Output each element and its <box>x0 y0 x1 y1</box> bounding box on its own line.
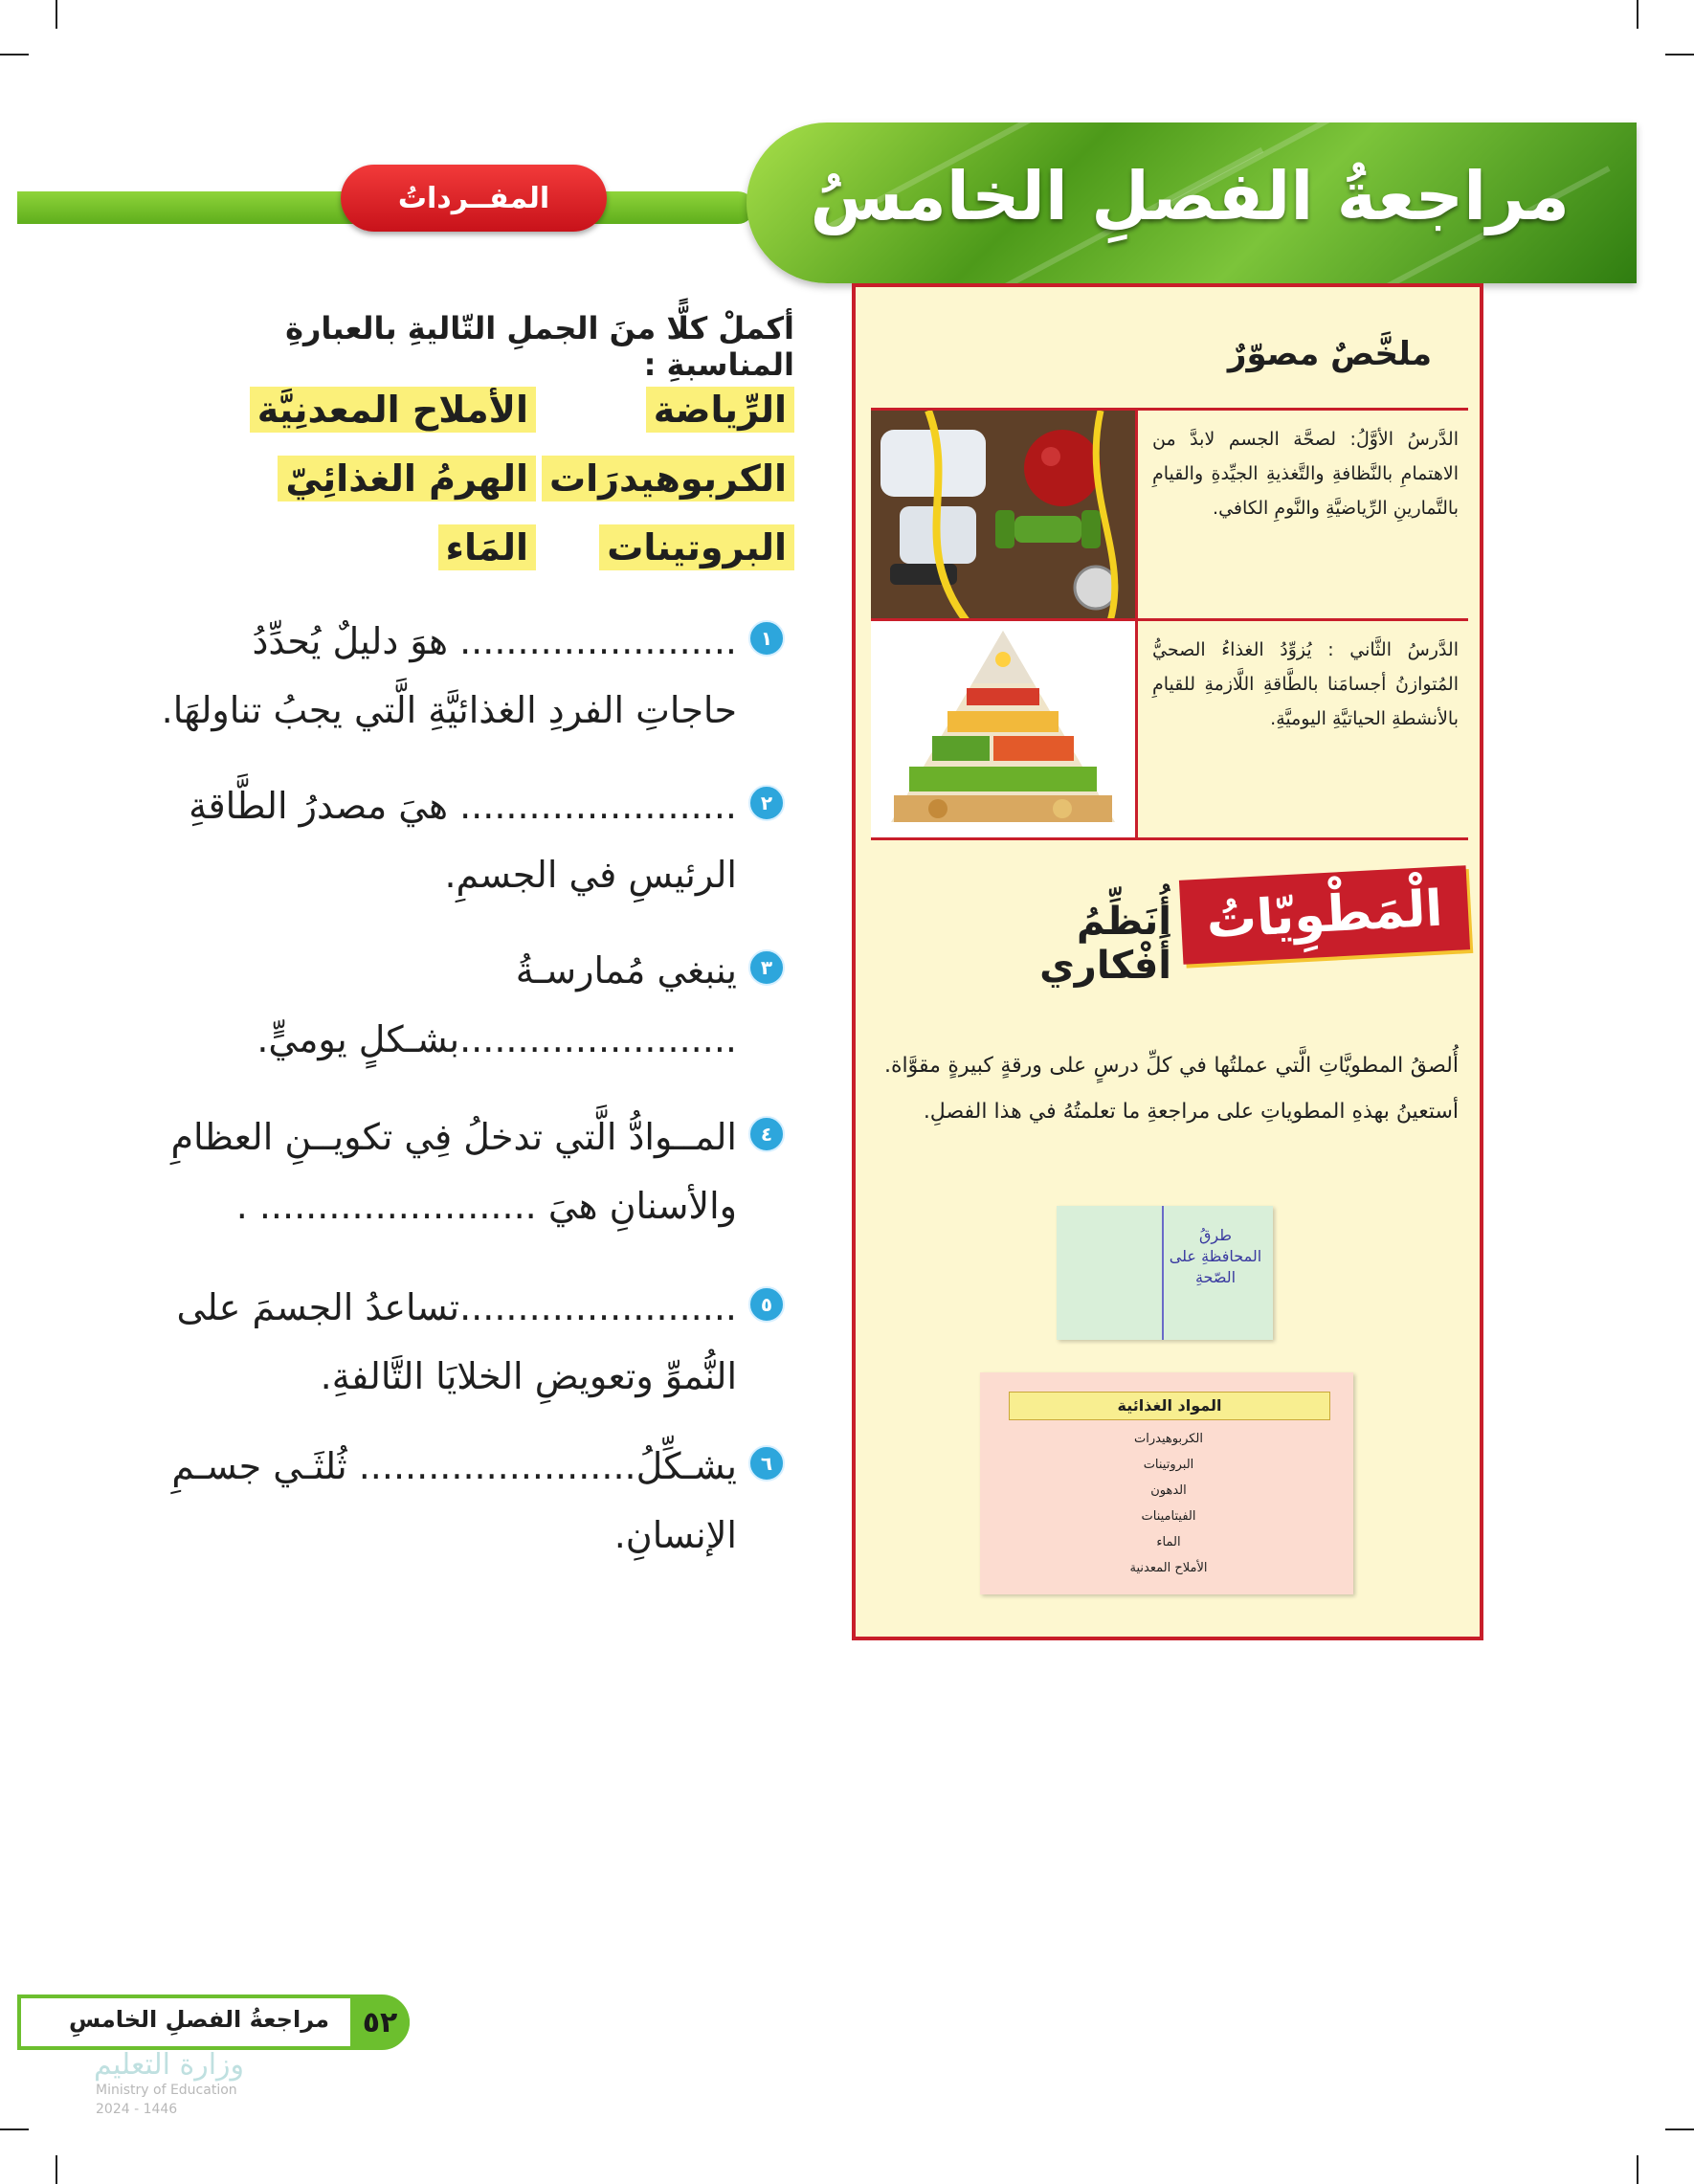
page-number: ٥٢ <box>350 1998 410 2046</box>
chapter-header <box>747 123 1637 283</box>
question-item <box>144 1273 773 1411</box>
question-item <box>144 936 773 1074</box>
lesson-summary-row <box>871 618 1468 840</box>
foldables-subtitle: أُنَظِّمُ أَفْكاري <box>1039 900 1171 988</box>
lesson-summary-text: الدَّرسُ الثَّاني : يُزوِّدُ الغذاءُ الصحيُّ المُتوازنُ أجسامَنا بالطَّاقةِ اللَّازمةِ للقيامِ بالأنشطةِ الحياتيَّةِ اليوميَّةِ. <box>1152 639 1459 729</box>
foldable-food-list <box>1009 1426 1328 1581</box>
foldable-food-card <box>980 1372 1353 1594</box>
question-text: ........................ هوَ دليلٌ يُحدِّدُ حاجاتِ الفردِ الغذائيَّةِ الَّتي يجبُ تناولهَا. <box>161 620 737 731</box>
footer-title: مراجعةُ الفصلِ الخامسِ <box>68 2006 329 2033</box>
question-number: ٤ <box>748 1116 785 1152</box>
word-bank-item: الهرمُ الغذائِيّ <box>278 456 536 501</box>
crop-mark <box>1637 0 1638 29</box>
question-number: ٦ <box>748 1445 785 1482</box>
list-item: الأملاح المعدنية <box>1129 1561 1208 1575</box>
word-bank-item: الكربوهيدرَات <box>542 456 794 501</box>
vocabulary-badge: المفــرداتُ <box>341 165 607 232</box>
question-text: ........................تساعدُ الجسمَ على النُّموِّ وتعويضِ الخلايَا التَّالفةِ. <box>176 1286 737 1397</box>
question-item <box>144 1103 773 1240</box>
list-item: الماء <box>1156 1535 1181 1549</box>
question-number: ١ <box>748 620 785 657</box>
question-number: ٥ <box>748 1286 785 1323</box>
crop-mark <box>56 2155 57 2184</box>
crop-mark <box>0 54 29 56</box>
list-item: الدهون <box>1150 1483 1187 1498</box>
question-number: ٣ <box>748 949 785 986</box>
foldable-label: طرقُ المحافظةِ على الصّحةِ <box>1169 1226 1262 1286</box>
summary-panel <box>852 283 1483 1640</box>
list-item: البروتينات <box>1143 1458 1194 1472</box>
chapter-title: مراجعةُ الفصلِ الخامسُ <box>810 157 1570 235</box>
question-text: المــوادُّ الَّتي تدخلُ فِي تكويــنِ العظامِ والأسنانِ هيَ ........................ . <box>170 1116 737 1227</box>
ministry-english: Ministry of Education <box>96 2083 237 2098</box>
summary-title: ملخَّصٌ مصوّرٌ <box>1227 335 1432 373</box>
question-text: ........................ هيَ مصدرُ الطَّاقةِ الرئيسِ في الجسمِ. <box>189 785 737 896</box>
word-bank-item: الأملاح المعدنِيَّة <box>250 387 536 433</box>
word-bank-item: المَاء <box>438 524 536 570</box>
page-footer <box>17 1995 410 2050</box>
exercise-instruction: أكملْ كلًّا منَ الجملِ التّاليةِ بالعبارةِ المناسبةِ : <box>285 310 794 383</box>
foldables-badge: الْمَطْوِيّاتُ <box>1179 865 1470 965</box>
question-text: ينبغي مُمارسـةُ ........................بشـكلٍ يوميٍّ. <box>256 949 737 1060</box>
lesson-summary-row <box>871 408 1468 621</box>
crop-mark <box>0 2128 29 2130</box>
question-item <box>144 771 773 909</box>
crop-mark <box>1637 2155 1638 2184</box>
question-item <box>144 1432 773 1570</box>
lesson-summary-text: الدَّرسُ الأوَّلُ: لصحَّة الجسم لابدَّ من الاهتمامِ بالنَّظافةِ والتَّغذيةِ الجيِّدةِ والقيامِ بالتَّمارينِ الرِّياضيَّةِ والنَّومِ الكافي. <box>1152 429 1459 519</box>
question-item <box>144 607 773 745</box>
food-pyramid-image <box>871 621 1138 837</box>
crop-mark <box>56 0 57 29</box>
question-number: ٢ <box>748 785 785 821</box>
list-item: الفيتامينات <box>1141 1509 1196 1524</box>
question-text: يشـكِّلُ........................ ثُلثَـي جسـمِ الإنسانِ. <box>171 1445 737 1556</box>
crop-mark <box>1665 54 1694 56</box>
word-bank-item: البروتينات <box>599 524 794 570</box>
word-bank-item: الرِّياضة <box>646 387 794 433</box>
foldables-instructions: أُلصقُ المطويَّاتِ الَّتي عملتُها في كلِّ درسٍ على ورقةٍ كبيرةٍ مقوَّاة. أستعينُ بهذهِ المطوياتِ على مراجعةِ ما تعلمتُهُ في هذا الفصلِ. <box>884 1054 1459 1124</box>
fitness-items-image <box>871 411 1138 621</box>
list-item: الكربوهيدرات <box>1134 1432 1203 1446</box>
foldable-health-card <box>1057 1206 1273 1340</box>
fold-crease <box>1162 1206 1164 1340</box>
ministry-logo-text: وزارة التعليم <box>94 2048 245 2082</box>
edition-year: 2024 - 1446 <box>96 2102 178 2117</box>
foldable-food-title: المواد الغذائية <box>1009 1392 1330 1420</box>
crop-mark <box>1665 2128 1694 2130</box>
